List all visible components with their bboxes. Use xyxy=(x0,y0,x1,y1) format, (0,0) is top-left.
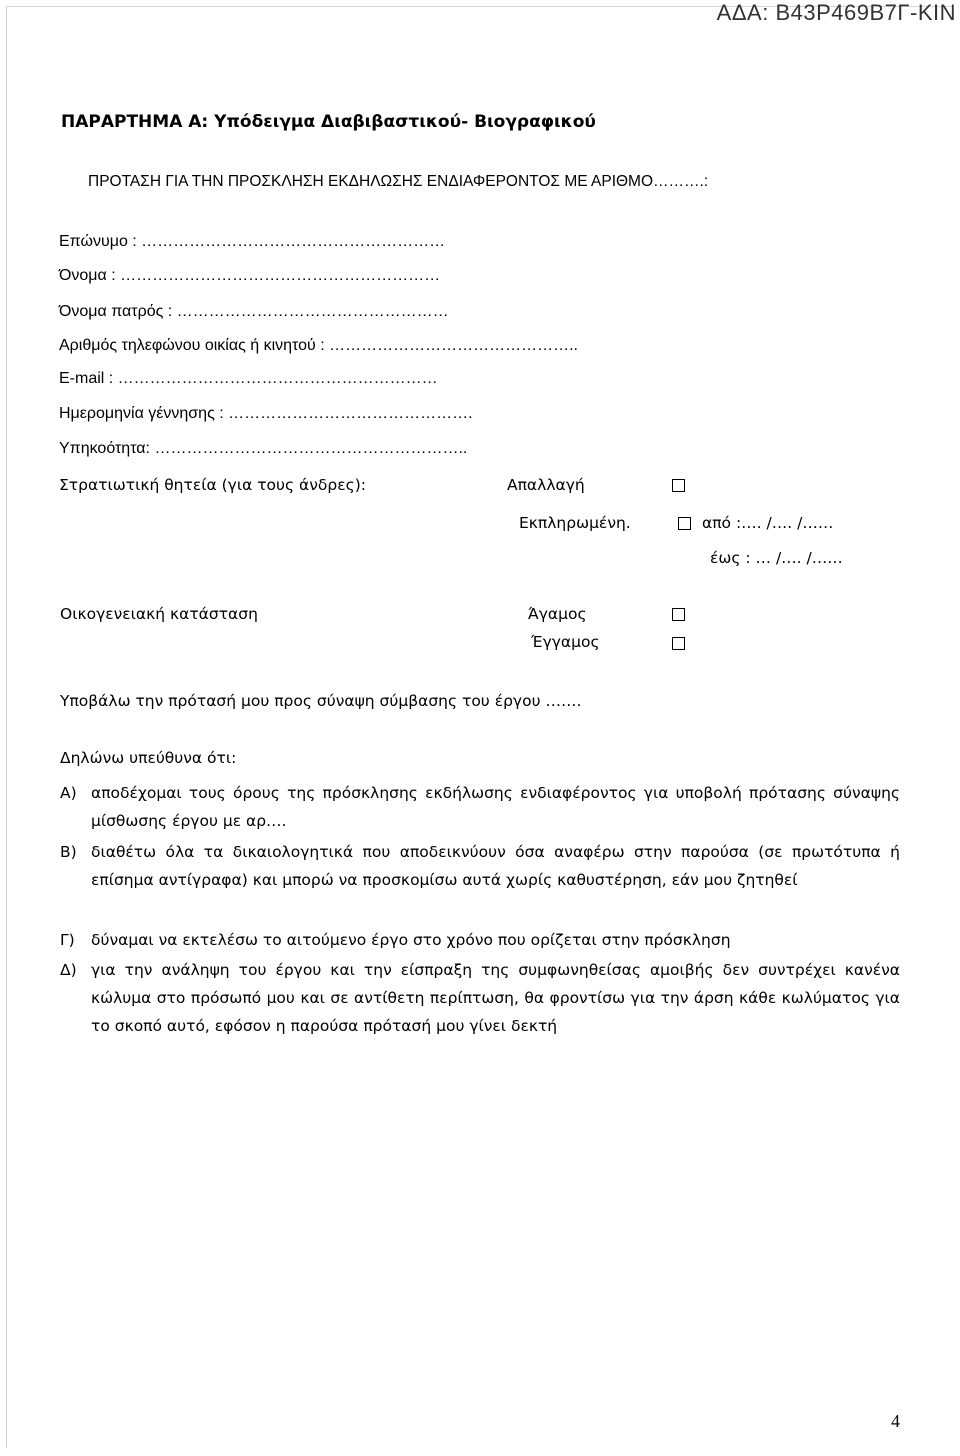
military-completed-checkbox[interactable] xyxy=(678,517,691,530)
military-exempt-checkbox[interactable] xyxy=(672,479,685,492)
item-text: για την ανάληψη του έργου και την είσπραξη της συμφωνηθείσας αμοιβής δεν συντρέχει κανένα κώλυμα στο πρόσωπό μου και σε αντίθετη περίπτωση, θα φροντίσω για την άρση κάθε κωλύματος για το σκοπό αυτό, εφόσον η παρούσα πρότασή μου γίνει δεκτή xyxy=(91,961,900,1035)
surname-field[interactable]: Επώνυμο : ………………………………………………… xyxy=(59,233,446,250)
name-field[interactable]: Όνομα : …………………………………………………… xyxy=(59,267,441,284)
item-label: Δ) xyxy=(60,961,77,979)
email-field[interactable]: E-mail : …………………………………………………… xyxy=(59,370,438,387)
declaration-item-d xyxy=(60,956,900,1040)
document-heading: ΠΑΡΑΡΤΗΜΑ Α: Υπόδειγμα Διαβιβαστικού- Βιογραφικού xyxy=(61,112,596,132)
item-text: διαθέτω όλα τα δικαιολογητικά που αποδεικνύουν όσα αναφέρω στην παρούσα (σε πρωτότυπα ή επίσημα αντίγραφα) και μπορώ να προσκομίσω αυτά χωρίς καθυστέρηση, εάν μου ζητηθεί xyxy=(91,843,900,889)
marital-single-checkbox[interactable] xyxy=(672,608,685,621)
marital-married-checkbox[interactable] xyxy=(672,637,685,650)
declaration-item-a xyxy=(60,779,900,835)
phone-field[interactable]: Αριθμός τηλεφώνου οικίας ή κινητού : ……………………………………….. xyxy=(59,337,578,354)
marital-married-label: Έγγαμος xyxy=(531,633,600,651)
military-label: Στρατιωτική θητεία (για τους άνδρες): xyxy=(59,476,366,494)
birth-date-field[interactable]: Ημερομηνία γέννησης : ………………………………………. xyxy=(59,405,473,422)
page-frame xyxy=(6,6,952,1448)
citizenship-field[interactable]: Υπηκοότητα: ………………………………………………….. xyxy=(59,440,468,457)
marital-label: Οικογενειακή κατάσταση xyxy=(60,605,258,623)
page-number: 4 xyxy=(891,1411,900,1431)
military-exempt-label: Απαλλαγή xyxy=(507,476,585,494)
declaration-intro: Δηλώνω υπεύθυνα ότι: xyxy=(60,749,237,767)
military-completed-label: Εκπληρωμένη. xyxy=(519,514,631,532)
military-to-date[interactable]: έως : … /…. /…… xyxy=(710,549,843,567)
item-text: δύναμαι να εκτελέσω το αιτούμενο έργο στο χρόνο που ορίζεται στην πρόσκληση xyxy=(91,931,731,949)
ada-stamp: ΑΔΑ: Β43Ρ469Β7Γ-ΚΙΝ xyxy=(716,0,956,25)
item-label: Γ) xyxy=(60,931,75,949)
declaration-item-b xyxy=(60,838,900,894)
submit-statement: Υποβάλω την πρότασή μου προς σύναψη σύμβασης του έργου ……. xyxy=(60,692,582,710)
document-subheading: ΠΡΟΤΑΣΗ ΓΙΑ ΤΗΝ ΠΡΟΣΚΛΗΣΗ ΕΚΔΗΛΩΣΗΣ ΕΝΔΙΑΦΕΡΟΝΤΟΣ ΜΕ ΑΡΙΘΜΟ……….: xyxy=(88,173,709,190)
item-label: Α) xyxy=(60,784,77,802)
item-label: Β) xyxy=(60,843,77,861)
marital-single-label: Άγαμος xyxy=(528,605,587,623)
military-from-date[interactable]: από :…. /…. /…… xyxy=(702,514,834,532)
declaration-item-c xyxy=(60,926,900,954)
father-name-field[interactable]: Όνομα πατρός : …………………………………………… xyxy=(59,303,449,320)
item-text: αποδέχομαι τους όρους της πρόσκλησης εκδήλωσης ενδιαφέροντος για υποβολή πρότασης σύναψης μίσθωσης έργου με αρ…. xyxy=(91,784,900,830)
